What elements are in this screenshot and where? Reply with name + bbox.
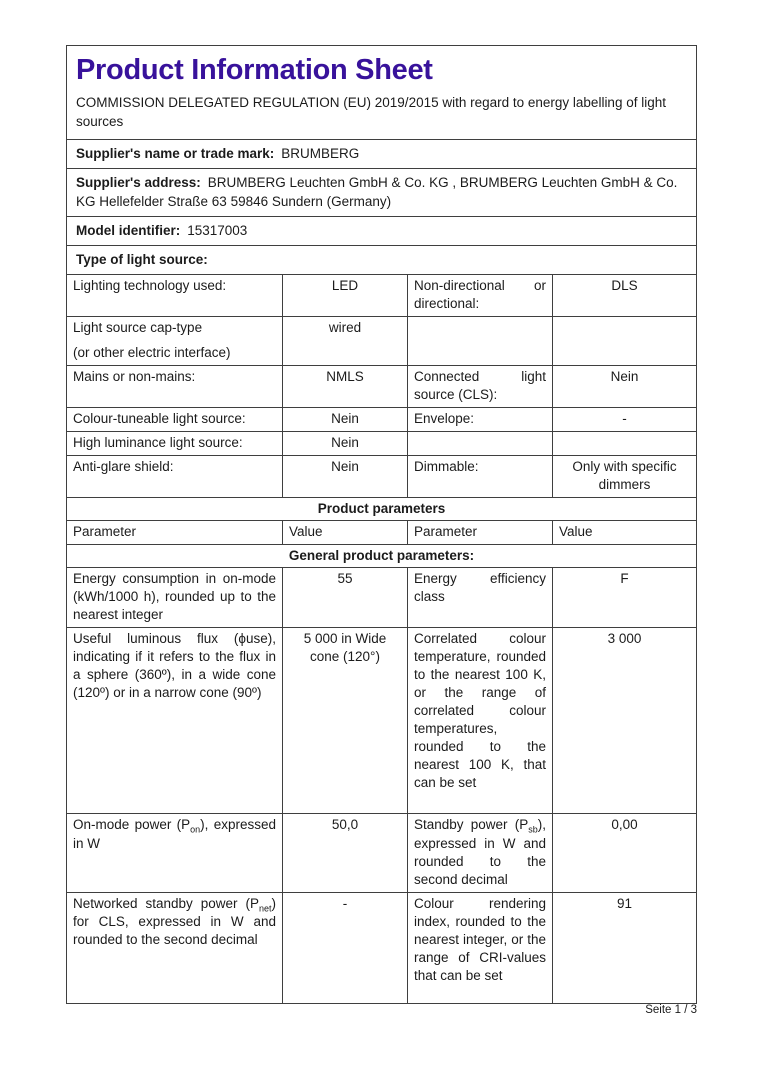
column-header-row [67, 521, 696, 545]
param-cell [67, 893, 283, 1003]
supplier-name-label: Supplier's name or trade mark: [76, 146, 275, 161]
value-cell: - [283, 893, 408, 1003]
page-title: Product Information Sheet [76, 54, 433, 86]
param-cell: Colour-tuneable light source: [67, 408, 283, 431]
param-text: Standby power (P [414, 817, 529, 832]
column-header-value: Value [283, 521, 408, 544]
value-cell: 3 000 [607, 631, 642, 646]
param-cell: Colour rendering index, rounded to the nearest integer, or the range of CRI-values that can be set [408, 893, 553, 1003]
value-cell: Nein [283, 408, 408, 431]
page-number: Seite 1 / 3 [645, 1004, 697, 1016]
model-identifier-row [67, 217, 696, 246]
regulation-subtitle: COMMISSION DELEGATED REGULATION (EU) 2019/2015 with regard to energy labelling of light sources [76, 95, 666, 129]
subscript: sb [528, 824, 538, 835]
param-cell: Energy consumption in on-mode (kWh/1000 h), rounded up to the nearest integer [67, 568, 283, 627]
column-header-value: Value [559, 524, 593, 539]
supplier-name-value: BRUMBERG [281, 146, 360, 161]
cap-type-line1: Light source cap-type [73, 320, 203, 335]
value-cell: Only with specific dimmers [572, 459, 677, 492]
value-cell: LED [283, 275, 408, 316]
param-text: Networked standby power (P [73, 895, 259, 911]
value-cell [553, 432, 696, 455]
table-row [67, 432, 696, 456]
subscript: net [258, 903, 272, 914]
param-cell [408, 814, 553, 892]
value-cell: 5 000 in Wide cone (120°) [283, 628, 408, 813]
param-cell [408, 317, 553, 365]
value-cell: 91 [616, 895, 633, 911]
table-row [67, 893, 696, 1003]
model-identifier-value: 15317003 [187, 223, 248, 238]
param-text: ), expressed in W [73, 817, 276, 851]
value-cell: F [620, 571, 629, 586]
value-cell: NMLS [283, 366, 408, 407]
param-text: On-mode power (P [73, 817, 191, 832]
table-row [67, 317, 696, 366]
table-row [67, 366, 696, 408]
value-cell: DLS [611, 278, 638, 293]
supplier-name-row [67, 140, 696, 169]
table-row [67, 568, 696, 628]
title-block [67, 46, 696, 140]
param-cell [67, 814, 283, 892]
table-row [67, 814, 696, 893]
table-row [67, 456, 696, 498]
param-cell [67, 317, 283, 365]
general-parameters-heading: General product parameters: [67, 545, 696, 568]
param-text: ) for CLS, expressed in W and rounded to the second decimal [73, 895, 276, 948]
type-of-light-source-label: Type of light source: [76, 252, 208, 267]
param-cell: High luminance light source: [67, 432, 283, 455]
param-cell: Non-directional or directional: [408, 275, 553, 316]
value-cell: 0,00 [611, 817, 638, 832]
type-of-light-source-row [67, 246, 696, 275]
supplier-address-row [67, 169, 696, 217]
param-cell: Connected light source (CLS): [408, 366, 553, 407]
param-cell: Dimmable: [408, 456, 553, 497]
value-cell [553, 317, 696, 365]
param-cell: Lighting technology used: [67, 275, 283, 316]
param-cell: Envelope: [408, 408, 553, 431]
product-parameters-heading: Product parameters [67, 498, 696, 521]
param-text: ), expressed in W and rounded to the second decimal [414, 817, 546, 887]
param-cell: Anti-glare shield: [67, 456, 283, 497]
column-header-parameter: Parameter [67, 521, 283, 544]
param-cell: Useful luminous flux (ϕuse), indicating if it refers to the flux in a sphere (360º), in a wide cone (120º) or in a narrow cone (90º) [67, 628, 283, 813]
column-header-parameter: Parameter [408, 521, 553, 544]
param-cell: Correlated colour temperature, rounded to the nearest 100 K, or the range of correlated colour temperatures, rounded to the nearest 100 K, that can be set [408, 628, 553, 813]
value-cell: - [622, 411, 627, 426]
table-row [67, 628, 696, 814]
value-cell: wired [283, 317, 408, 365]
value-cell: Nein [283, 456, 408, 497]
supplier-address-label: Supplier's address: [76, 175, 201, 190]
table-row [67, 408, 696, 432]
product-information-sheet [66, 45, 697, 1004]
param-cell [408, 432, 553, 455]
cap-type-line2: (or other electric interface) [73, 345, 231, 360]
table-row [67, 275, 696, 317]
value-cell: Nein [283, 432, 408, 455]
param-cell: Mains or non-mains: [67, 366, 283, 407]
model-identifier-label: Model identifier: [76, 223, 181, 238]
supplier-address-value: BRUMBERG Leuchten GmbH & Co. KG , BRUMBERG Leuchten GmbH & Co. KG Hellefelder Straße 63 59846 Sundern (Germany) [76, 175, 678, 209]
value-cell: Nein [610, 369, 639, 384]
value-cell: 50,0 [283, 814, 408, 892]
param-cell: Energy efficiency class [408, 568, 553, 627]
value-cell: 55 [283, 568, 408, 627]
subscript: on [190, 824, 201, 835]
